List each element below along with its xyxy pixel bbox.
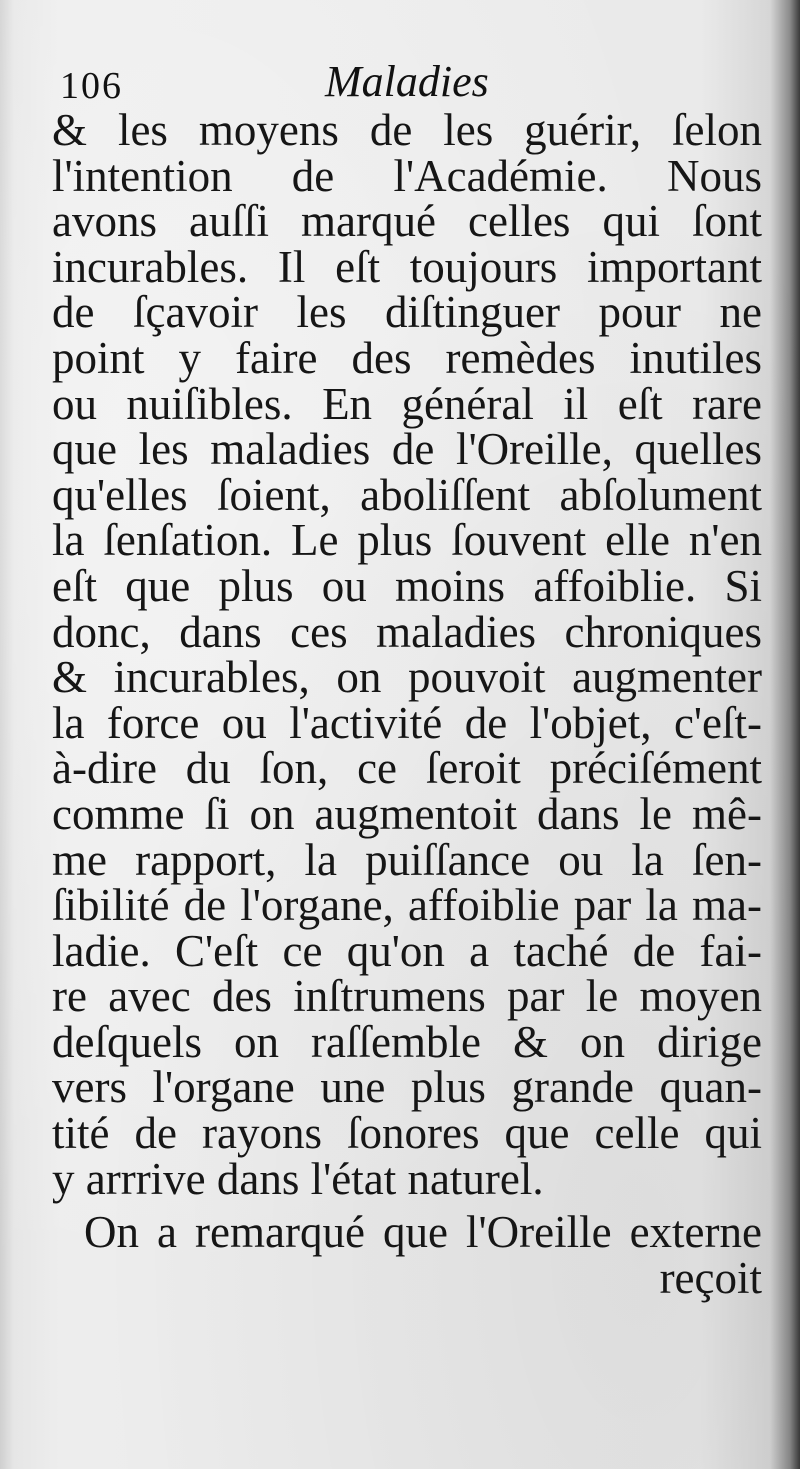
text-line: qu'elles ſoient, aboliſſent abſolument xyxy=(52,469,762,520)
body-text xyxy=(52,105,762,1303)
text-line: la force ou l'activité de l'objet, c'eſt- xyxy=(52,697,762,748)
catchword: reçoit xyxy=(659,1252,762,1303)
page-number: 106 xyxy=(60,65,123,107)
text-line: incurables. Il eſt toujours important xyxy=(52,241,762,292)
text-line: vers l'organe une plus grande quan- xyxy=(52,1062,762,1113)
text-line: point y faire des remèdes inutiles xyxy=(52,332,762,383)
text-line: l'intention de l'Académie. Nous xyxy=(52,150,762,201)
text-line: comme ſi on augmentoit dans le mê- xyxy=(52,788,762,839)
text-line: ſibilité de l'organe, affoiblie par la ma- xyxy=(52,880,762,931)
text-line: que les maladies de l'Oreille, quelles xyxy=(52,424,762,475)
text-line: On a remarqué que l'Oreille externe xyxy=(84,1207,762,1258)
text-line: & incurables, on pouvoit augmenter xyxy=(52,652,762,703)
text-line: & les moyens de les guérir, ſelon xyxy=(52,105,762,155)
running-head: Maladies xyxy=(325,57,489,106)
text-line: à-dire du ſon, ce ſeroit préciſément xyxy=(52,743,762,794)
paragraph-1 xyxy=(52,105,762,1204)
page-header xyxy=(60,56,760,106)
paragraph-2 xyxy=(52,1207,762,1258)
text-line: deſquels on raſſemble & on dirige xyxy=(52,1016,762,1067)
text-line: me rapport, la puiſſance ou la ſen- xyxy=(52,834,762,885)
text-line: y arrrive dans l'état naturel. xyxy=(52,1153,544,1204)
text-line: de ſçavoir les diſtinguer pour ne xyxy=(52,287,762,338)
text-line: la ſenſation. Le plus ſouvent elle n'en xyxy=(52,515,762,566)
text-line: avons auſſi marqué celles qui ſont xyxy=(52,196,762,247)
text-line: donc, dans ces maladies chroniques xyxy=(52,606,762,657)
text-line: re avec des inſtrumens par le moyen xyxy=(52,971,762,1022)
text-line: ou nuiſibles. En général il eſt rare xyxy=(52,378,762,429)
text-line: tité de rayons ſonores que celle qui xyxy=(52,1108,762,1159)
text-line: eſt que plus ou moins affoiblie. Si xyxy=(52,560,762,611)
text-line: ladie. C'eſt ce qu'on a taché de fai- xyxy=(52,925,762,976)
